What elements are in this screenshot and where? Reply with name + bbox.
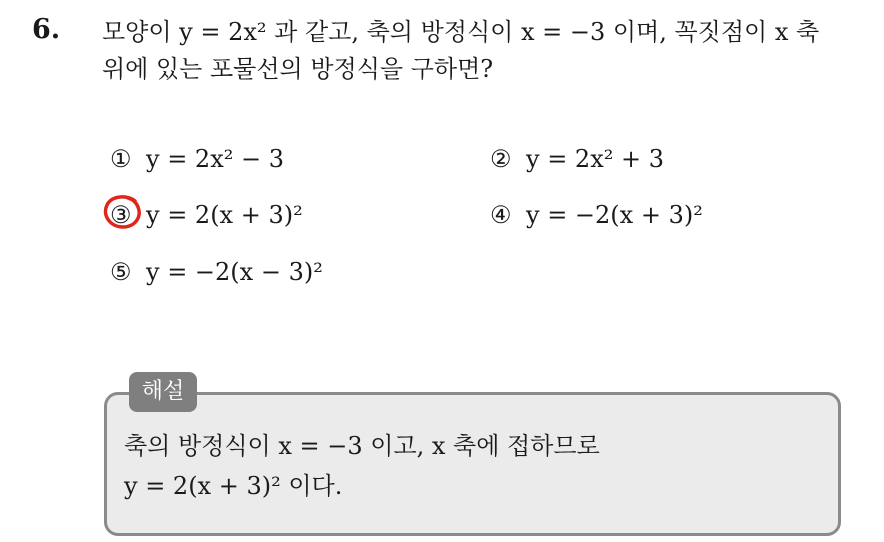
choice-3-mark: ③ (110, 201, 132, 229)
choice-5-mark: ⑤ (110, 258, 132, 286)
question-line-1: 모양이 y = 2x² 과 같고, 축의 방정식이 x = −3 이며, 꼭짓점이 x 축 (102, 18, 820, 46)
solution-label: 해설 (129, 372, 197, 412)
solution-line-1: 축의 방정식이 x = −3 이고, x 축에 접하므로 (124, 432, 600, 460)
question-text (102, 14, 872, 88)
choice-5[interactable] (110, 257, 323, 287)
solution-line-2: y = 2(x + 3)² 이다. (124, 472, 343, 500)
choice-4[interactable] (490, 200, 703, 230)
answer-circle-icon (102, 193, 144, 231)
solution-text (124, 426, 824, 506)
choice-1-text: y = 2x² − 3 (146, 145, 284, 173)
choice-4-mark: ④ (490, 201, 512, 229)
choice-1[interactable] (110, 144, 284, 174)
choice-2-text: y = 2x² + 3 (526, 145, 664, 173)
choice-2[interactable] (490, 144, 664, 174)
choice-4-text: y = −2(x + 3)² (526, 201, 703, 229)
question-line-2: 위에 있는 포물선의 방정식을 구하면? (102, 55, 494, 83)
question-number: 6. (32, 14, 61, 45)
choice-5-text: y = −2(x − 3)² (146, 258, 323, 286)
choice-3-text: y = 2(x + 3)² (146, 201, 303, 229)
choice-2-mark: ② (490, 145, 512, 173)
choice-1-mark: ① (110, 145, 132, 173)
